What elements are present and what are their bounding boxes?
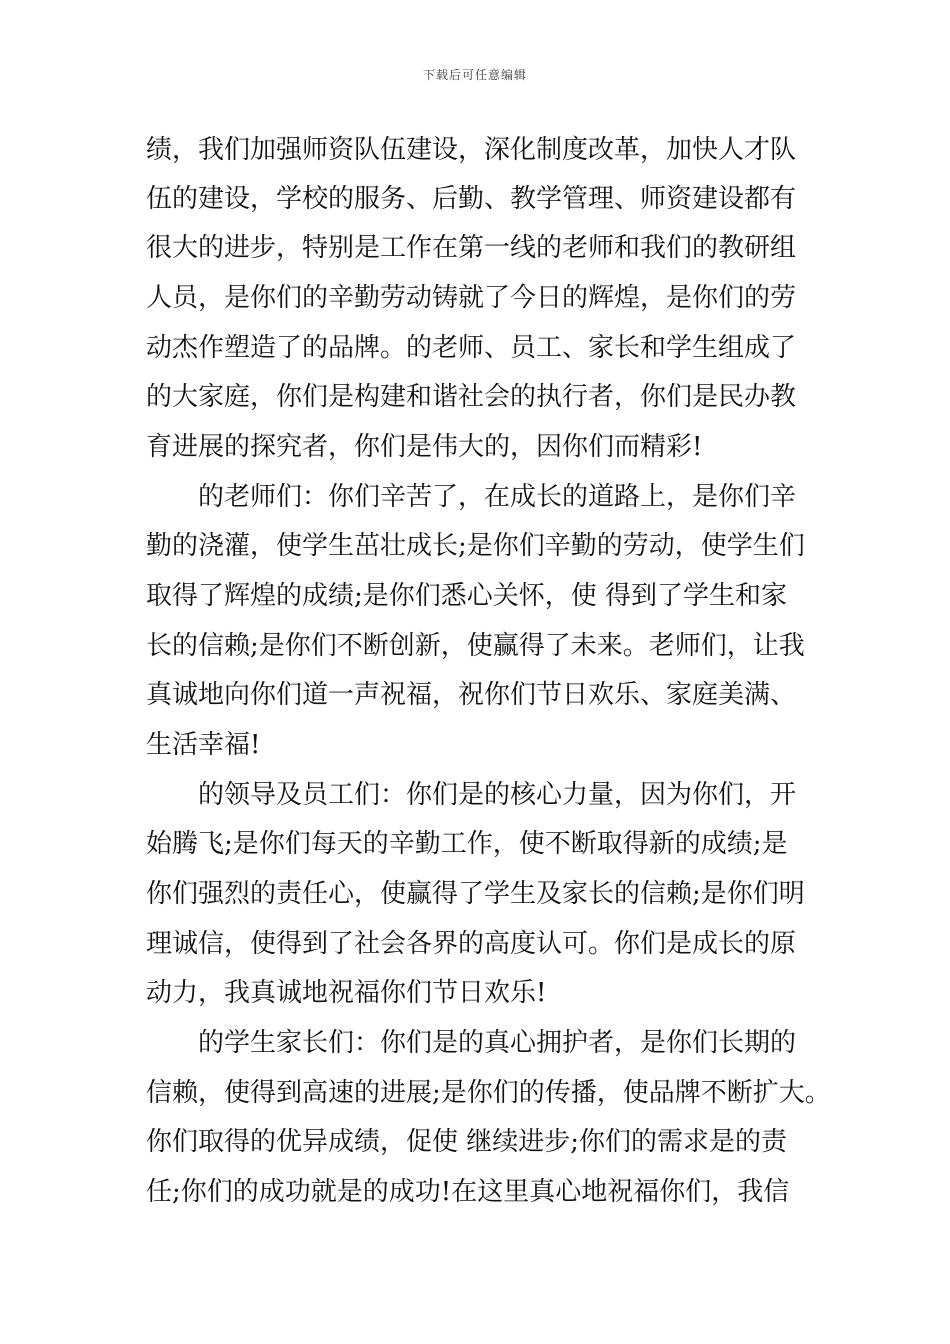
text-line: 动杰作塑造了的品牌。的老师、员工、家长和学生组成了	[146, 333, 797, 363]
text-line: 绩，我们加强师资队伍建设，深化制度改革，加快人才队	[146, 135, 797, 165]
paragraph-first-line: 的老师们：你们辛苦了，在成长的道路上，是你们辛	[198, 482, 797, 512]
text-line: 育进展的探究者，你们是伟大的，因你们而精彩!	[146, 432, 703, 462]
text-line: 生活幸福!	[146, 730, 261, 760]
text-line: 动力，我真诚地祝福你们节日欢乐!	[146, 978, 547, 1008]
text-line: 勤的浇灌，使学生茁壮成长;是你们辛勤的劳动，使学生们	[146, 531, 805, 561]
text-line: 很大的进步，特别是工作在第一线的老师和我们的教研组	[146, 233, 797, 263]
text-line: 伍的建设，学校的服务、后勤、教学管理、师资建设都有	[146, 184, 797, 214]
text-line: 任;你们的成功就是的成功!在这里真心地祝福你们，我信	[146, 1177, 790, 1207]
text-line: 真诚地向你们道一声祝福，祝你们节日欢乐、家庭美满、	[146, 680, 797, 710]
text-line: 信赖，使得到高速的进展;是你们的传播，使品牌不断扩大。	[146, 1078, 831, 1108]
text-line: 始腾飞;是你们每天的辛勤工作，使不断取得新的成绩;是	[146, 829, 788, 859]
paragraph-first-line: 的领导及员工们：你们是的核心力量，因为你们，开	[198, 780, 797, 810]
text-line: 取得了辉煌的成绩;是你们悉心关怀，使 得到了学生和家	[146, 581, 788, 611]
text-line: 你们取得的优异成绩，促使 继续进步;你们的需求是的责	[146, 1127, 788, 1157]
paragraph-first-line: 的学生家长们：你们是的真心拥护者，是你们长期的	[198, 1028, 797, 1058]
page-header: 下载后可任意编辑	[422, 68, 527, 82]
text-line: 理诚信，使得到了社会各界的高度认可。你们是成长的原	[146, 929, 797, 959]
text-line: 长的信赖;是你们不断创新，使赢得了未来。老师们，让我	[146, 631, 805, 661]
text-line: 的大家庭，你们是构建和谐社会的执行者，你们是民办教	[146, 382, 797, 412]
text-line: 你们强烈的责任心，使赢得了学生及家长的信赖;是你们明	[146, 879, 805, 909]
text-line: 人员，是你们的辛勤劳动铸就了今日的辉煌，是你们的劳	[146, 283, 797, 313]
